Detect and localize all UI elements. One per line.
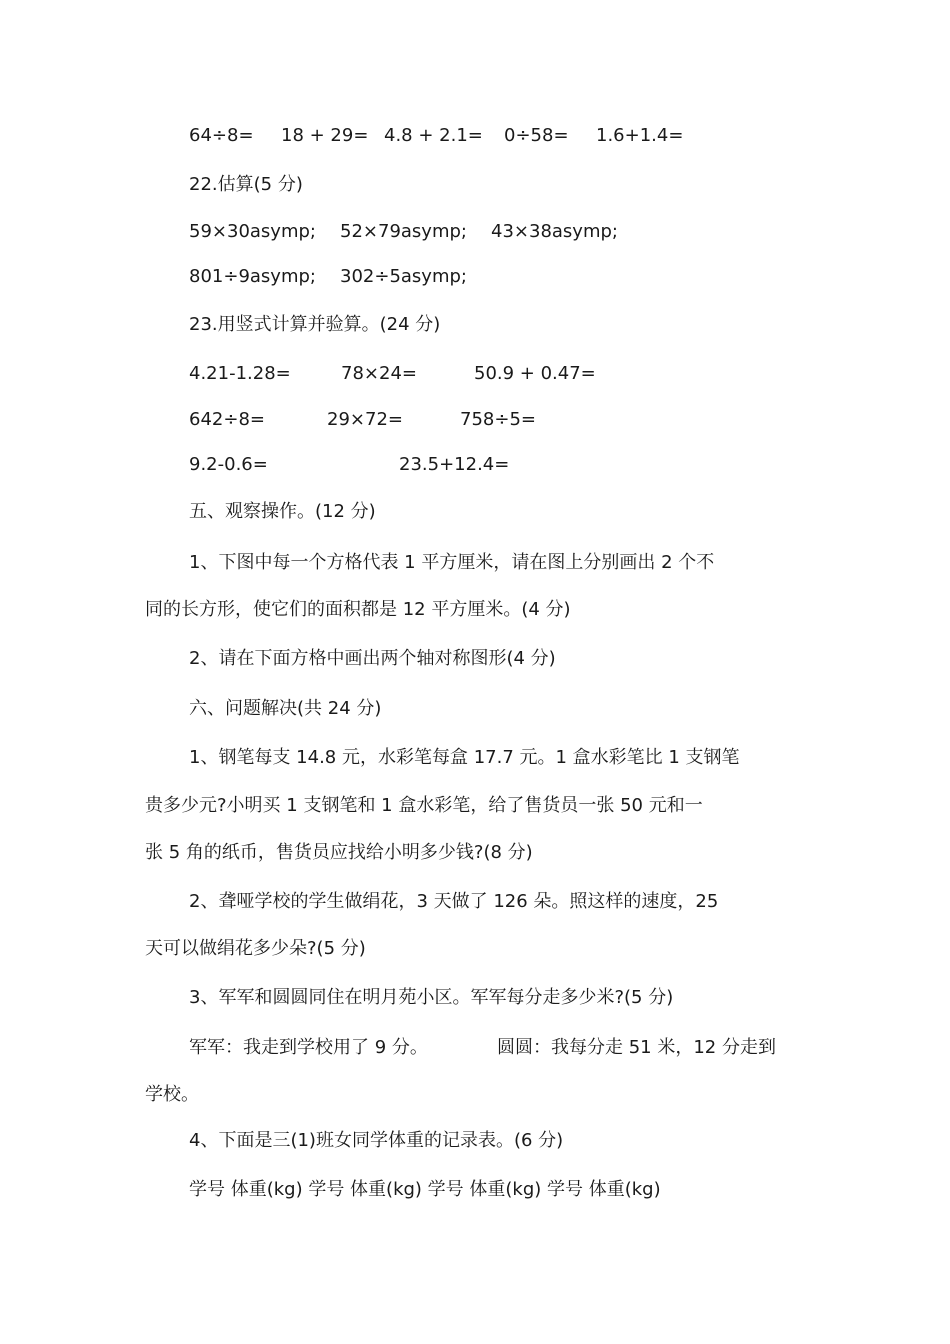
section-6-question-1-cont: 贵多少元?小明买 1 支钢笔和 1 盒水彩笔，给了售货员一张 50 元和一	[145, 795, 703, 816]
section-6-question-2: 2、聋哑学校的学生做绢花，3 天做了 126 朵。照这样的速度，25	[189, 891, 719, 912]
weight-table-header: 学号 体重(kg) 学号 体重(kg) 学号 体重(kg) 学号 体重(kg)	[189, 1179, 661, 1200]
vertical-calc-item: 4.21-1.28=	[189, 363, 291, 384]
estimate-item: 59×30asymp;	[189, 221, 316, 242]
calc-item: 4.8 + 2.1=	[384, 125, 483, 146]
vertical-calc-item: 29×72=	[327, 409, 403, 430]
section-6-question-3: 3、军军和圆圆同住在明月苑小区。军军每分走多少米?(5 分)	[189, 987, 674, 1008]
yuan-speech: 圆圆：我每分走 51 米，12 分走到	[497, 1037, 776, 1058]
vertical-calc-item: 758÷5=	[460, 409, 536, 430]
vertical-calc-item: 78×24=	[341, 363, 417, 384]
question-23-title: 23.用竖式计算并验算。(24 分)	[189, 314, 441, 335]
vertical-calc-item: 23.5+12.4=	[399, 454, 510, 475]
jun-speech: 军军：我走到学校用了 9 分。	[189, 1037, 428, 1058]
section-5-question-1-cont: 同的长方形，使它们的面积都是 12 平方厘米。(4 分)	[145, 599, 571, 620]
section-5-question-1: 1、下图中每一个方格代表 1 平方厘米，请在图上分别画出 2 个不	[189, 552, 715, 573]
vertical-calc-item: 642÷8=	[189, 409, 265, 430]
section-6-question-1-cont: 张 5 角的纸币，售货员应找给小明多少钱?(8 分)	[145, 842, 533, 863]
section-6-title: 六、问题解决(共 24 分)	[189, 698, 382, 719]
estimate-item: 801÷9asymp;	[189, 266, 316, 287]
vertical-calc-item: 9.2-0.6=	[189, 454, 268, 475]
calc-item: 0÷58=	[504, 125, 569, 146]
calc-item: 1.6+1.4=	[596, 125, 684, 146]
yuan-speech-cont: 学校。	[145, 1084, 199, 1105]
section-6-question-4: 4、下面是三(1)班女同学体重的记录表。(6 分)	[189, 1130, 564, 1151]
section-5-question-2: 2、请在下面方格中画出两个轴对称图形(4 分)	[189, 648, 556, 669]
section-6-question-2-cont: 天可以做绢花多少朵?(5 分)	[145, 938, 366, 959]
section-5-title: 五、观察操作。(12 分)	[189, 501, 376, 522]
question-22-title: 22.估算(5 分)	[189, 174, 303, 195]
vertical-calc-item: 50.9 + 0.47=	[474, 363, 596, 384]
estimate-item: 43×38asymp;	[491, 221, 618, 242]
estimate-item: 52×79asymp;	[340, 221, 467, 242]
calc-item: 18 + 29=	[281, 125, 369, 146]
estimate-item: 302÷5asymp;	[340, 266, 467, 287]
section-6-question-1: 1、钢笔每支 14.8 元，水彩笔每盒 17.7 元。1 盒水彩笔比 1 支钢笔	[189, 747, 740, 768]
calc-item: 64÷8=	[189, 125, 254, 146]
